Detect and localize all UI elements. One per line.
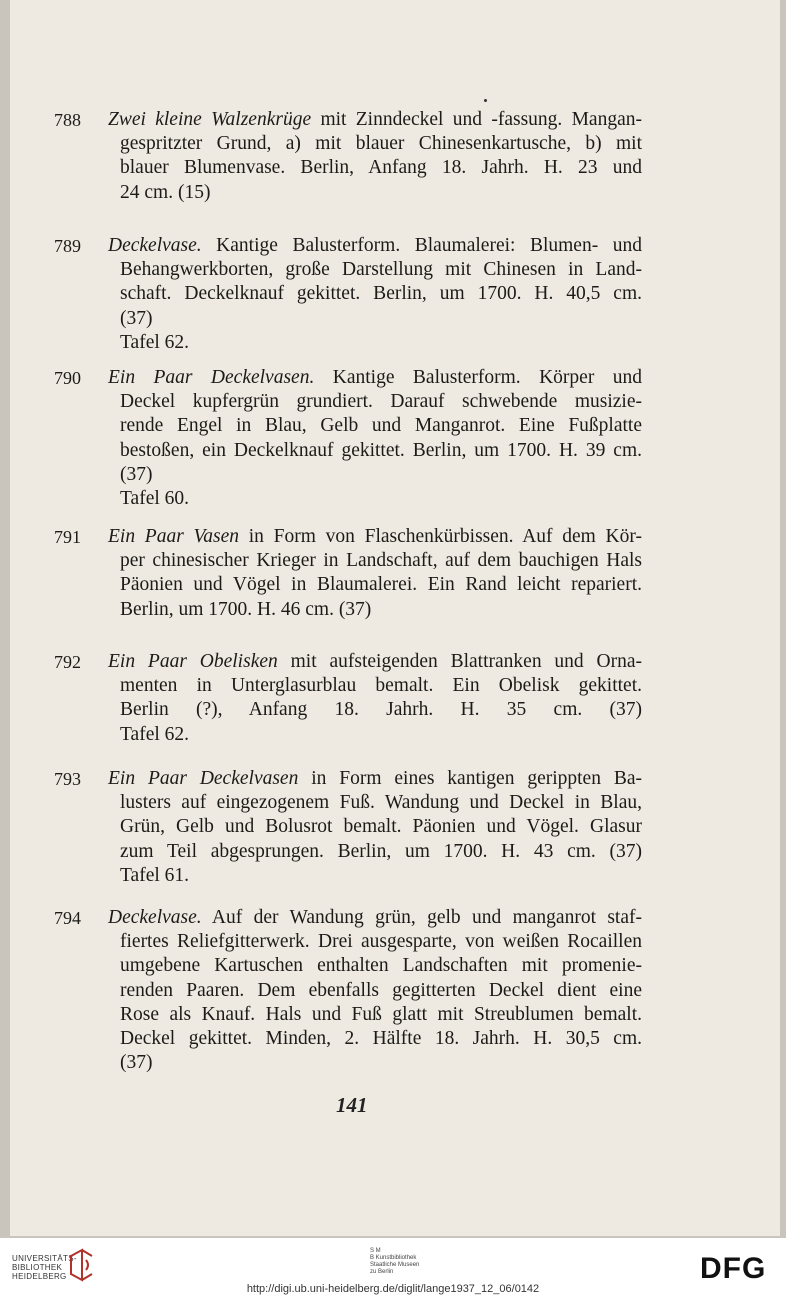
entry-title: Deckelvase. <box>108 235 202 256</box>
catalogue-entry <box>54 525 642 622</box>
entry-line: Tafel 62. <box>120 723 190 745</box>
entry-line: Tafel 60. <box>120 488 190 510</box>
catalogue-entry <box>54 234 642 355</box>
entry-text: mit aufsteigenden Blattranken und Orna- <box>277 651 643 672</box>
entry-text: in Form von Flaschenkürbissen. Auf dem Kör- <box>239 526 642 547</box>
library-logo-icon[interactable] <box>68 1248 94 1282</box>
entry-line <box>108 525 642 549</box>
entry-line: Grün, Gelb und Bolusrot bemalt. Päonien und Vögel. Glasur <box>120 816 642 838</box>
entry-line: Rose als Knauf. Hals und Fuß glatt mit Streublumen bemalt. <box>120 1003 642 1025</box>
entry-number: 794 <box>54 908 81 928</box>
entry-line: 24 cm. (15) <box>120 181 211 203</box>
ink-speck <box>484 99 487 102</box>
entry-line: Berlin, um 1700. H. 46 cm. (37) <box>120 598 372 620</box>
dfg-logo[interactable]: DFG <box>700 1252 767 1285</box>
entry-line: fiertes Reliefgitterwerk. Drei ausgesparte, von weißen Rocaillen <box>120 931 642 953</box>
entry-line: (37) <box>120 307 153 329</box>
page-number: 141 <box>336 1093 368 1117</box>
entry-text: Kantige Balusterform. Körper und <box>314 367 642 388</box>
entry-number: 789 <box>54 236 81 256</box>
entry-title: Zwei kleine Walzenkrüge <box>108 109 312 130</box>
entry-title: Deckelvase. <box>108 907 202 928</box>
entry-line: Deckel kupfergrün grundiert. Darauf schwebende musizie- <box>120 391 642 413</box>
catalogue-entry <box>54 906 642 1075</box>
entry-title: Ein Paar Deckelvasen. <box>108 367 315 388</box>
catalogue-entry <box>54 108 642 205</box>
entry-text: Kantige Balusterform. Blaumalerei: Blumen- und <box>201 235 642 256</box>
entry-line: Berlin (?), Anfang 18. Jahrh. H. 35 cm. (37) <box>120 699 642 721</box>
entry-line <box>108 108 642 132</box>
library-name[interactable]: UNIVERSITÄTS- BIBLIOTHEK HEIDELBERG <box>12 1254 77 1281</box>
entry-line: Behangwerkborten, große Darstellung mit Chinesen in Land- <box>120 259 642 281</box>
entry-line: lusters auf eingezogenem Fuß. Wandung und Deckel in Blau, <box>120 792 642 814</box>
entry-line <box>108 906 642 930</box>
entry-line: Päonien und Vögel in Blaumalerei. Ein Rand leicht repariert. <box>120 574 642 596</box>
entry-line: per chinesischer Krieger in Landschaft, auf dem bauchigen Hals <box>120 550 642 572</box>
entry-title: Ein Paar Vasen <box>108 526 240 547</box>
entry-number: 793 <box>54 769 81 789</box>
entry-line <box>108 650 642 674</box>
entry-number: 792 <box>54 652 81 672</box>
museum-logo[interactable]: S M B Kunstbibliothek Staatliche Museen zu Berlin <box>370 1248 420 1275</box>
entry-line: (37) <box>120 1052 153 1074</box>
entry-line <box>108 767 642 791</box>
entry-text: in Form eines kantigen gerippten Ba- <box>298 768 642 789</box>
entry-line: bestoßen, ein Deckelknauf gekittet. Berlin, um 1700. H. 39 cm. <box>120 439 642 461</box>
entry-line: zum Teil abgesprungen. Berlin, um 1700. H. 43 cm. (37) <box>120 840 642 862</box>
catalogue-entry <box>54 650 643 747</box>
entry-line: Tafel 62. <box>120 331 190 353</box>
entry-line: blauer Blumenvase. Berlin, Anfang 18. Jahrh. H. 23 und <box>120 157 642 179</box>
entry-line: Tafel 61. <box>120 864 190 886</box>
catalogue-entry <box>54 366 642 511</box>
entry-number: 788 <box>54 110 81 130</box>
entry-line <box>108 234 642 258</box>
entry-line: gespritzter Grund, a) mit blauer Chinesenkartusche, b) mit <box>120 133 642 155</box>
entry-line: rende Engel in Blau, Gelb und Manganrot. Eine Fußplatte <box>120 415 642 437</box>
entry-text: mit Zinndeckel und -fassung. Mangan- <box>311 109 642 130</box>
entry-text: Auf der Wandung grün, gelb und manganrot staf- <box>201 907 642 928</box>
entry-line <box>108 366 642 390</box>
entry-line: menten in Unterglasurblau bemalt. Ein Obelisk gekittet. <box>120 675 642 697</box>
entry-line: renden Paaren. Dem ebenfalls gegitterten Deckel dient eine <box>120 979 642 1001</box>
entry-line: umgebene Kartuschen enthalten Landschaften mit promenie- <box>120 955 642 977</box>
entry-title: Ein Paar Deckelvasen <box>108 768 299 789</box>
entry-number: 791 <box>54 527 81 547</box>
catalogue-entry <box>54 767 642 888</box>
entry-line: Deckel gekittet. Minden, 2. Hälfte 18. Jahrh. H. 30,5 cm. <box>120 1028 642 1050</box>
entry-line: schaft. Deckelknauf gekittet. Berlin, um 1700. H. 40,5 cm. <box>120 283 642 305</box>
entry-title: Ein Paar Obelisken <box>108 651 278 672</box>
entry-line: (37) <box>120 463 153 485</box>
entry-number: 790 <box>54 368 81 388</box>
source-url[interactable]: http://digi.ub.uni-heidelberg.de/diglit/lange1937_12_06/0142 <box>246 1283 540 1295</box>
